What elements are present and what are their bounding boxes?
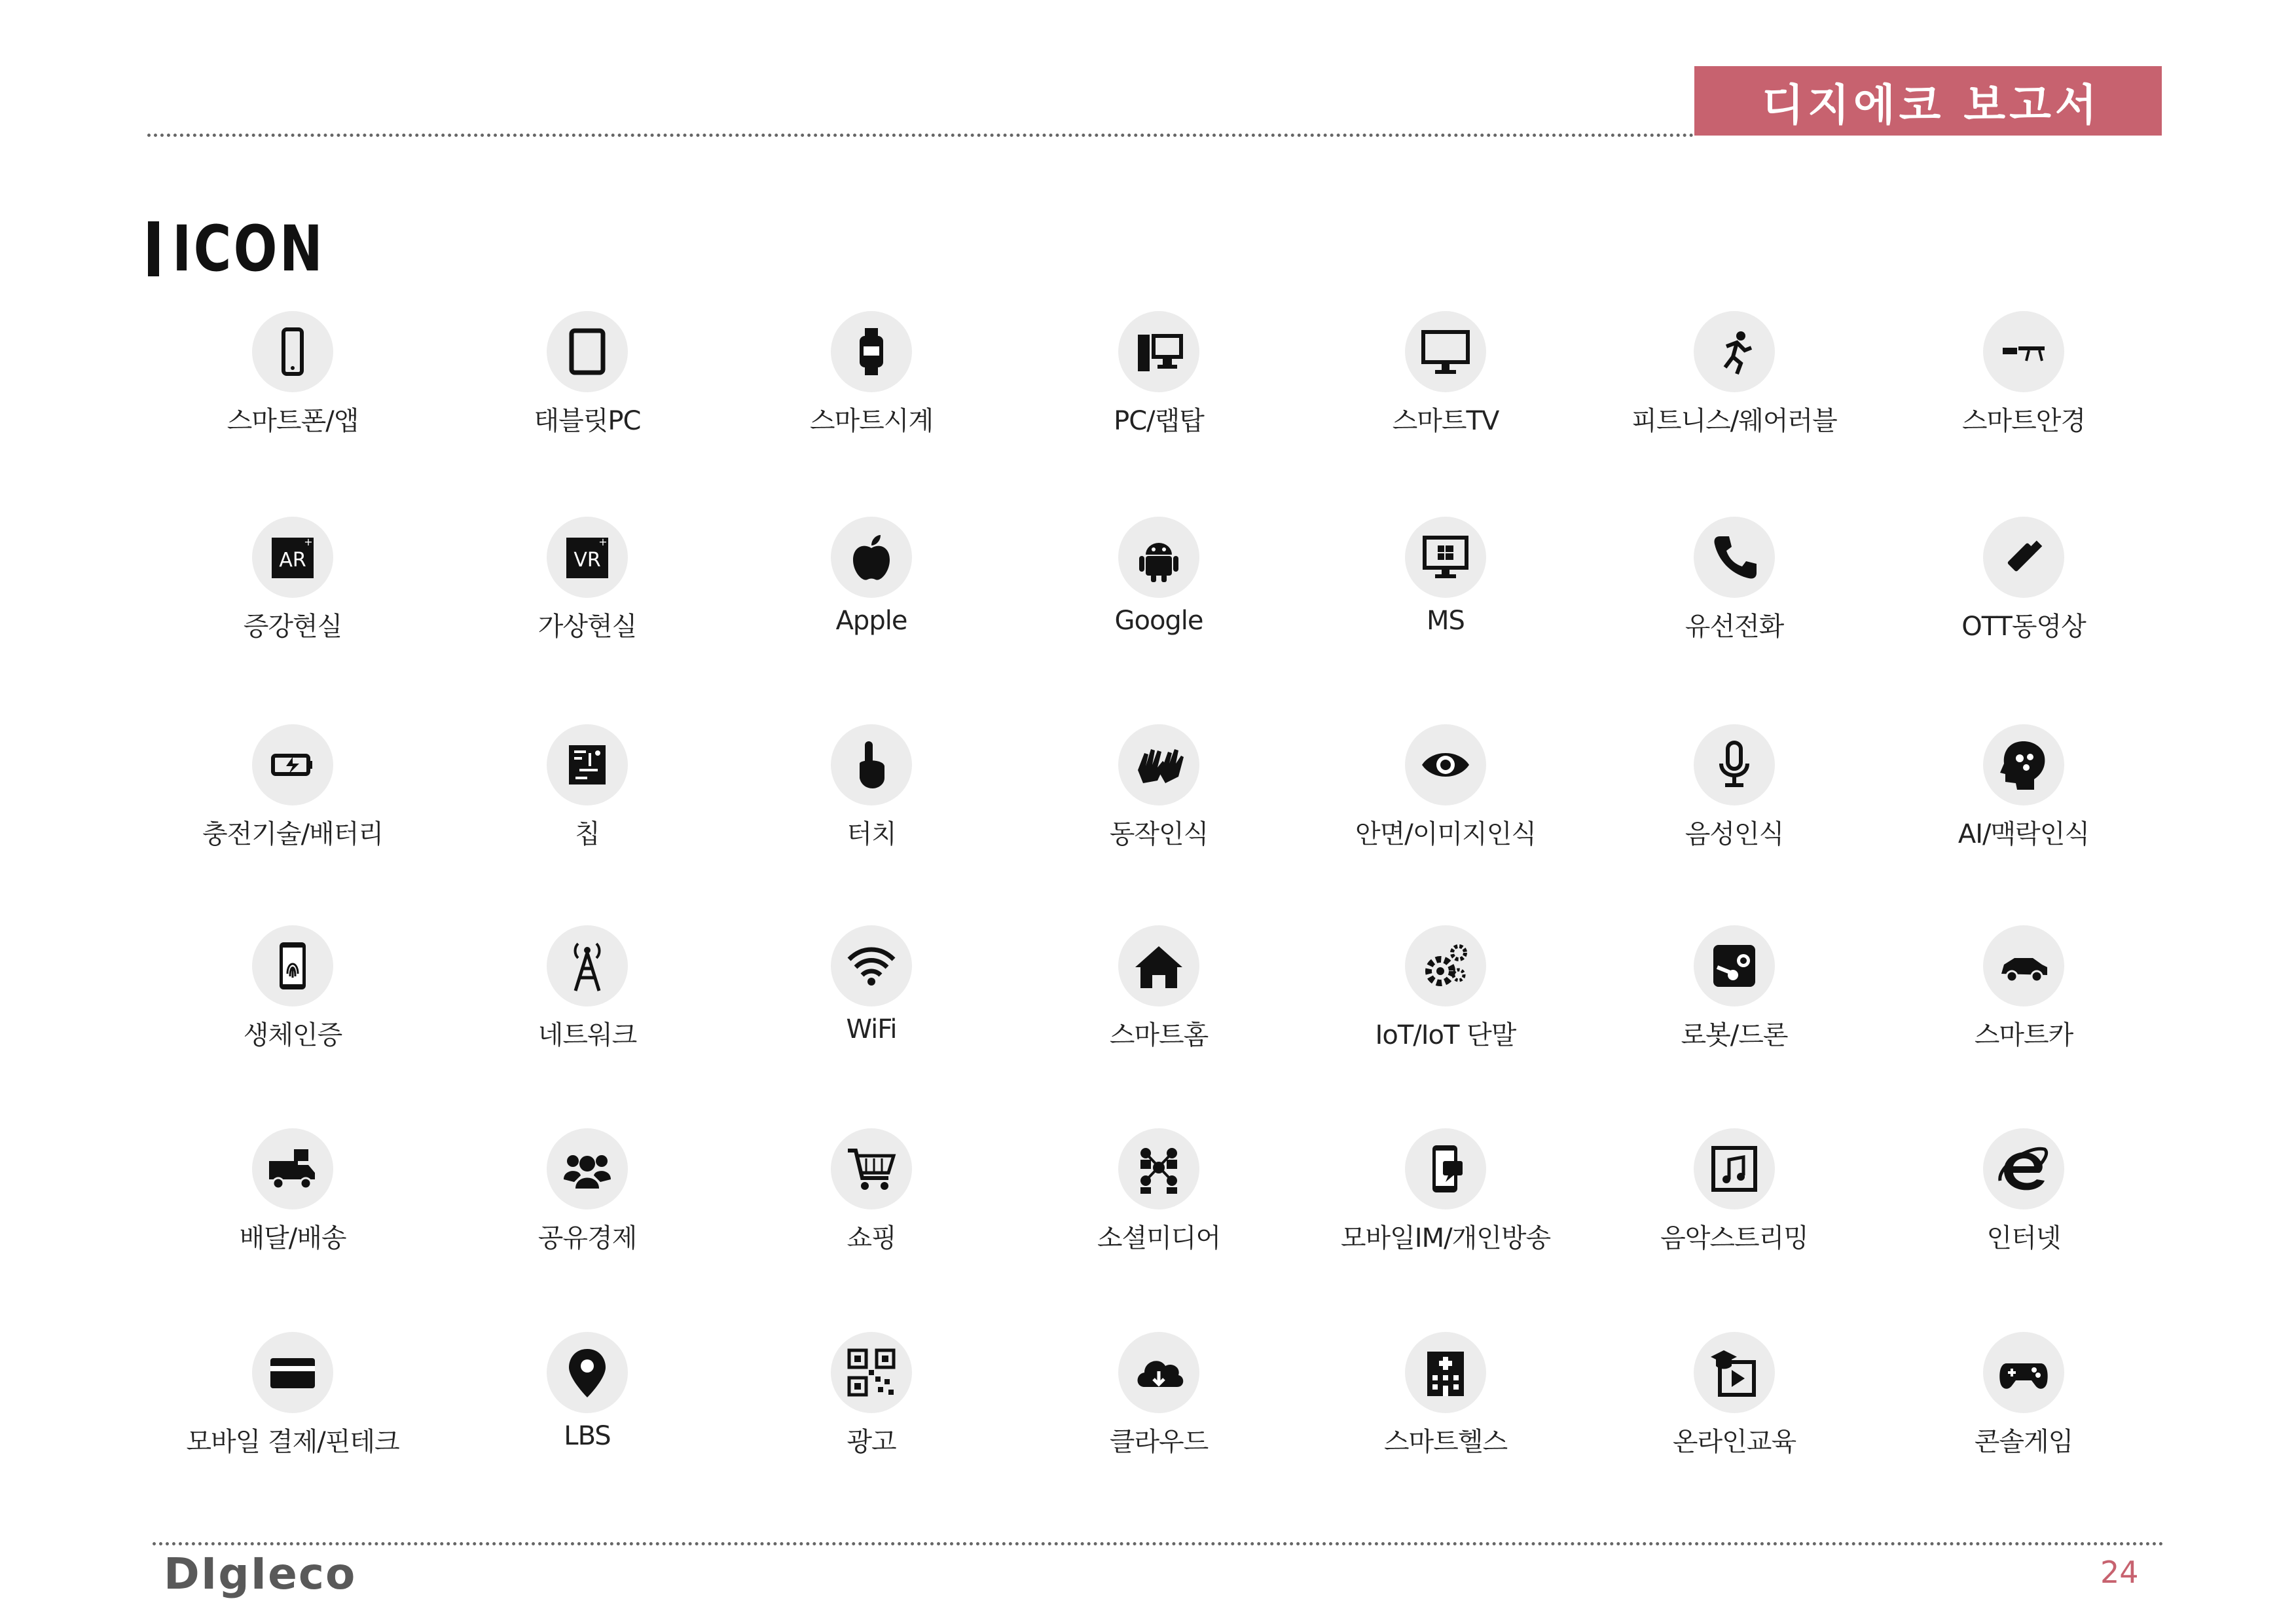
ar-icon — [252, 517, 333, 598]
icon-label: 모바일 결제/핀테크 — [186, 1427, 399, 1457]
icon-label: 소셜미디어 — [1097, 1223, 1221, 1253]
icon-label: 피트니스/웨어러블 — [1631, 406, 1837, 436]
touch-finger-icon — [831, 724, 912, 805]
icon-label: 태블릿PC — [534, 406, 641, 436]
report-badge: 디지에코 보고서 — [1694, 66, 2162, 136]
android-icon — [1118, 517, 1199, 598]
icon-item — [155, 724, 430, 862]
icon-label: 음성인식 — [1685, 819, 1784, 849]
gears-icon — [1405, 925, 1486, 1006]
icon-label: 클라우드 — [1109, 1427, 1209, 1457]
eye-icon — [1405, 724, 1486, 805]
steam-logo-icon — [1694, 925, 1775, 1006]
bottom-dotted-rule — [153, 1542, 2164, 1545]
icon-item — [1597, 311, 1872, 449]
icon-item — [450, 517, 725, 654]
delivery-truck-icon — [252, 1128, 333, 1209]
section-title: ICON — [172, 212, 325, 286]
icon-label: 스마트헬스 — [1383, 1427, 1508, 1457]
icon-label: 생체인증 — [243, 1020, 342, 1050]
battery-charging-icon — [252, 724, 333, 805]
icon-label: 로봇/드론 — [1681, 1020, 1788, 1050]
footer-logo: DIgIeco — [164, 1549, 357, 1599]
chip-icon — [547, 724, 628, 805]
icon-item — [155, 925, 430, 1063]
icon-label: 스마트카 — [1974, 1020, 2073, 1050]
icon-label: 광고 — [847, 1427, 896, 1457]
icon-item — [1308, 1332, 1583, 1469]
icon-item — [1021, 925, 1296, 1063]
icon-label: 온라인교육 — [1672, 1427, 1796, 1457]
icon-label: IoT/IoT 단말 — [1375, 1020, 1516, 1050]
icon-item — [734, 724, 1009, 862]
icon-item — [734, 925, 1009, 1063]
icon-label: 가상현실 — [538, 612, 637, 642]
icon-label: 스마트TV — [1392, 406, 1499, 436]
icon-item — [1597, 925, 1872, 1063]
icon-item — [1886, 517, 2161, 654]
social-network-icon — [1118, 1128, 1199, 1209]
icon-item — [1021, 311, 1296, 449]
icon-label: Apple — [835, 606, 907, 636]
smartphone-icon — [252, 311, 333, 392]
icon-label: 터치 — [847, 819, 896, 849]
home-icon — [1118, 925, 1199, 1006]
running-person-icon — [1694, 311, 1775, 392]
icon-item — [1597, 1128, 1872, 1266]
icon-label: 배달/배송 — [239, 1223, 346, 1253]
icon-label: 음악스트리밍 — [1660, 1223, 1808, 1253]
icon-item — [734, 517, 1009, 654]
icon-label: 스마트폰/앱 — [227, 406, 359, 436]
waving-hands-icon — [1118, 724, 1199, 805]
graduation-video-icon — [1694, 1332, 1775, 1413]
icon-item — [1886, 925, 2161, 1063]
svg-text:AR: AR — [279, 549, 306, 572]
music-note-icon — [1694, 1128, 1775, 1209]
icon-item — [155, 517, 430, 654]
icon-item — [450, 925, 725, 1063]
mobile-chat-icon — [1405, 1128, 1486, 1209]
credit-card-icon — [252, 1332, 333, 1413]
icon-item — [1308, 311, 1583, 449]
icon-label: MS — [1427, 606, 1465, 636]
icon-label: 콘솔게임 — [1974, 1427, 2073, 1457]
icon-item — [734, 1128, 1009, 1266]
icon-item — [155, 311, 430, 449]
icon-label: Google — [1114, 606, 1203, 636]
icon-label: 공유경제 — [538, 1223, 637, 1253]
icon-label: WiFi — [846, 1014, 897, 1044]
map-pin-icon — [547, 1332, 628, 1413]
smart-glasses-icon — [1983, 311, 2064, 392]
icon-item — [1597, 1332, 1872, 1469]
monitor-tv-icon — [1405, 311, 1486, 392]
icon-label: 안면/이미지인식 — [1355, 819, 1536, 849]
icon-item — [1886, 724, 2161, 862]
icon-item — [1597, 724, 1872, 862]
icon-item — [1886, 1128, 2161, 1266]
vr-icon — [547, 517, 628, 598]
icon-label: 스마트홈 — [1109, 1020, 1209, 1050]
brain-gear-head-icon — [1983, 724, 2064, 805]
svg-text:VR: VR — [574, 549, 601, 572]
icon-item — [450, 724, 725, 862]
fingerprint-phone-icon — [252, 925, 333, 1006]
icon-label: OTT동영상 — [1961, 612, 2086, 642]
icon-item — [1886, 1332, 2161, 1469]
icon-label: 네트워크 — [538, 1020, 637, 1050]
icon-item — [1308, 1128, 1583, 1266]
icon-item — [1308, 517, 1583, 654]
icon-label: 스마트시계 — [809, 406, 934, 436]
apple-logo-icon — [831, 517, 912, 598]
icon-item — [1886, 311, 2161, 449]
tablet-icon — [547, 311, 628, 392]
icon-item — [734, 1332, 1009, 1469]
icon-item — [1308, 724, 1583, 862]
internet-explorer-icon — [1983, 1128, 2064, 1209]
icon-label: AI/맥락인식 — [1958, 819, 2090, 849]
usb-stick-icon — [1983, 517, 2064, 598]
hospital-building-icon — [1405, 1332, 1486, 1413]
icon-item — [155, 1332, 430, 1469]
icon-label: 칩 — [575, 819, 600, 849]
gamepad-icon — [1983, 1332, 2064, 1413]
icon-label: 스마트안경 — [1961, 406, 2086, 436]
icon-label: 증강현실 — [243, 612, 342, 642]
icon-item — [1021, 517, 1296, 654]
smartwatch-icon — [831, 311, 912, 392]
icon-item — [1597, 517, 1872, 654]
wifi-icon — [831, 925, 912, 1006]
page-number: 24 — [2100, 1555, 2139, 1590]
icon-item — [1308, 925, 1583, 1063]
shopping-cart-icon — [831, 1128, 912, 1209]
icon-item — [1021, 724, 1296, 862]
icon-item — [450, 1128, 725, 1266]
icon-label: 인터넷 — [1986, 1223, 2061, 1253]
cloud-download-icon — [1118, 1332, 1199, 1413]
icon-item — [1021, 1332, 1296, 1469]
icon-label: PC/랩탑 — [1114, 406, 1204, 436]
car-icon — [1983, 925, 2064, 1006]
desktop-pc-icon — [1118, 311, 1199, 392]
icon-label: 충전기술/배터리 — [202, 819, 383, 849]
svg-text:+: + — [598, 536, 608, 548]
people-group-icon — [547, 1128, 628, 1209]
icon-item — [1021, 1128, 1296, 1266]
icon-item — [155, 1128, 430, 1266]
icon-label: 쇼핑 — [847, 1223, 896, 1253]
icon-item — [734, 311, 1009, 449]
phone-handset-icon — [1694, 517, 1775, 598]
icon-item — [450, 1332, 725, 1469]
antenna-tower-icon — [547, 925, 628, 1006]
icon-label: 모바일IM/개인방송 — [1340, 1223, 1551, 1253]
windows-monitor-icon — [1405, 517, 1486, 598]
icon-item — [450, 311, 725, 449]
icon-label: LBS — [564, 1421, 611, 1451]
microphone-icon — [1694, 724, 1775, 805]
icon-label: 유선전화 — [1685, 612, 1784, 642]
icon-label: 동작인식 — [1109, 819, 1209, 849]
qr-code-icon — [831, 1332, 912, 1413]
svg-text:+: + — [304, 536, 313, 548]
